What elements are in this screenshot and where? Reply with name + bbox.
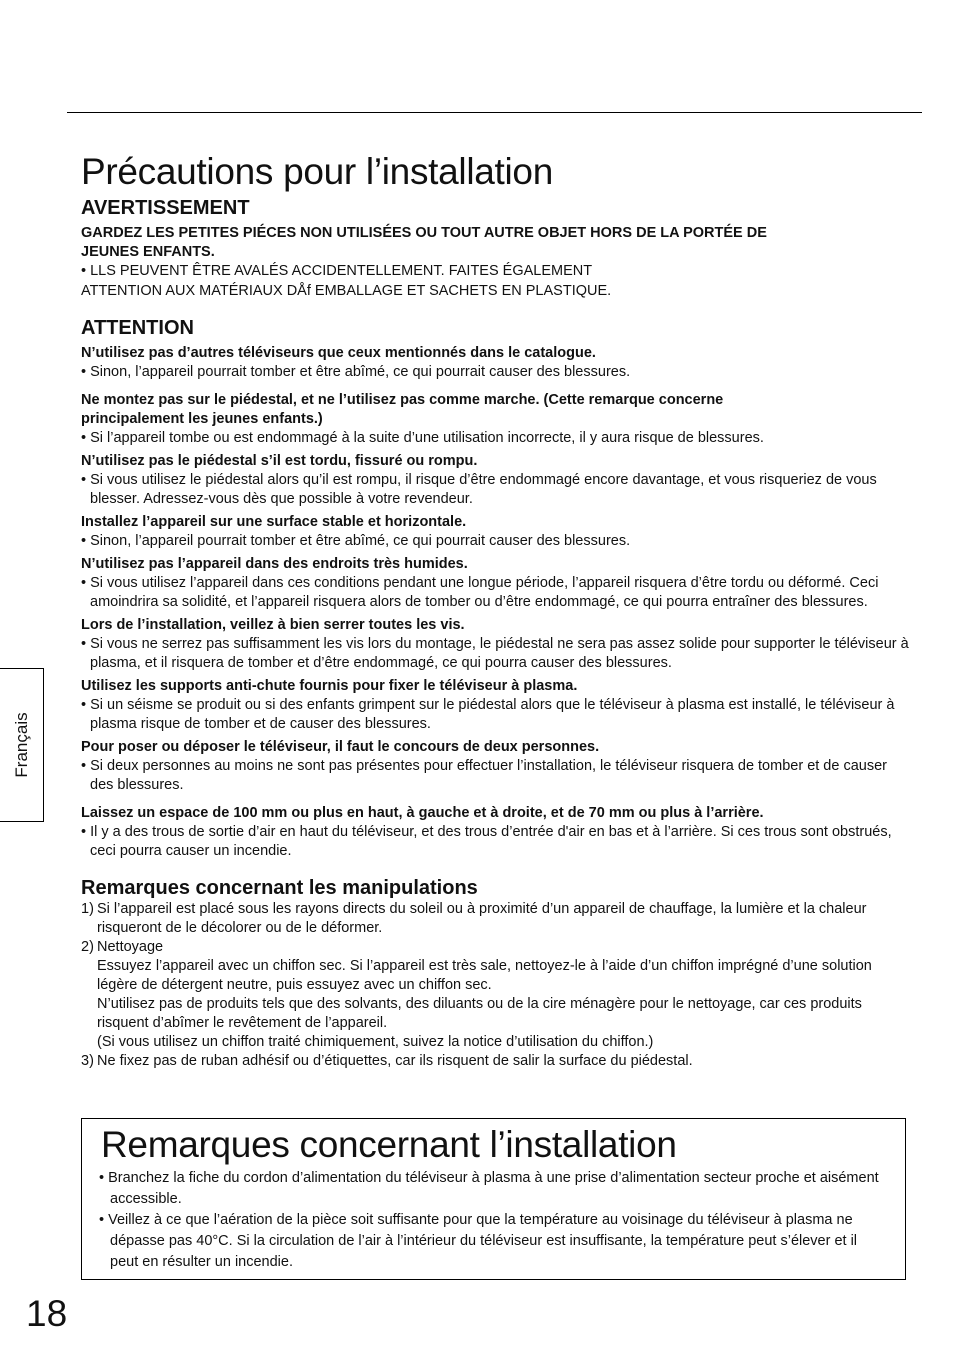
header-rule: [67, 112, 922, 113]
handling-item-text: Ne fixez pas de ruban adhésif ou d’étiquettes, car ils risquent de salir la surface du piédestal.: [97, 1053, 693, 1069]
caution-item: [81, 452, 911, 509]
installation-note: • Veillez à ce que l’aération de la pièce soit suffisante pour que la température au voisinage du téléviseur à plasma ne dépasse pas 40°C. Si la circulation de l’air à l’intérieur du téléviseur est insuffisante, la température peut s’élever et il peut en résulter un incendie.: [99, 1212, 858, 1270]
caution-item: [81, 344, 911, 382]
caution-item: [81, 616, 911, 673]
caution-item-title: N’utilisez pas l’appareil dans des endroits très humides.: [81, 556, 468, 572]
caution-item-title: Laissez un espace de 100 mm ou plus en haut, à gauche et à droite, et de 70 mm ou plus à l’arrière.: [81, 805, 764, 821]
handling-item-number: 3): [81, 1053, 94, 1069]
caution-item-text: • Il y a des trous de sortie d’air en haut du téléviseur, et des trous d’entrée d'air en bas et à l’arrière. Si ces trous sont obstrués, ceci pourra causer un incendie.: [81, 824, 892, 859]
caution-item-title: Pour poser ou déposer le téléviseur, il faut le concours de deux personnes.: [81, 739, 600, 755]
warning-bold-line-1: GARDEZ LES PETITES PIÉCES NON UTILISÉES OU TOUT AUTRE OBJET HORS DE LA PORTÉE DE: [81, 225, 767, 241]
handling-item-number: 1): [81, 901, 94, 917]
caution-item: [81, 513, 911, 551]
language-tab-label: Français: [11, 712, 31, 778]
caution-item-text: • Sinon, l’appareil pourrait tomber et être abîmé, ce qui pourrait causer des blessures.: [81, 533, 631, 549]
handling-heading: Remarques concernant les manipulations: [81, 877, 478, 899]
handling-item-number: 2): [81, 939, 94, 955]
caution-item-text: • Si vous utilisez le piédestal alors qu’il est rompu, il risque d’être endommagé encore davantage, et vous risqueriez de vous blesser. Adressez-vous dès que possible à votre revendeur.: [81, 472, 877, 507]
caution-item-title: Installez l’appareil sur une surface stable et horizontale.: [81, 514, 467, 530]
handling-item: [81, 1052, 911, 1071]
caution-item-text: • Si un séisme se produit ou si des enfants grimpent sur le piédestal alors que le téléviseur à plasma est installé, le téléviseur à plasma risque de tomber et de causer des blessures.: [81, 697, 895, 732]
caution-block: [81, 316, 911, 861]
precautions-section: [81, 150, 911, 1071]
caution-item-text: • Si l’appareil tombe ou est endommagé à la suite d’une utilisation incorrecte, il y aura risque de blessures.: [81, 430, 764, 446]
handling-item-text: Si l’appareil est placé sous les rayons directs du soleil ou à proximité d’un appareil de chauffage, la lumière et la chaleur risqueront de le décolorer ou de le déformer.: [97, 901, 867, 936]
installation-notes-box: [81, 1118, 906, 1280]
caution-item-title: Utilisez les supports anti-chute fournis pour fixer le téléviseur à plasma.: [81, 678, 578, 694]
handling-item-text: Essuyez l’appareil avec un chiffon sec. Si l’appareil est très sale, nettoyez-le à l’aide d’un chiffon imprégné d’une solution légère de détergent neutre, puis essuyez avec un chiffon sec.: [97, 958, 872, 993]
handling-item: [81, 938, 911, 1052]
warning-text-line-1: • LLS PEUVENT ÊTRE AVALÉS ACCIDENTELLEMENT. FAITES ÉGALEMENT: [81, 263, 593, 279]
handling-item-text: N’utilisez pas de produits tels que des solvants, des diluants ou de la cire ménagère pour le nettoyage, car ces produits risquent d’abîmer le revêtement de l’appareil.: [97, 996, 862, 1031]
caution-heading: ATTENTION: [81, 317, 194, 339]
language-tab: [0, 668, 44, 822]
caution-item-title: N’utilisez pas d’autres téléviseurs que ceux mentionnés dans le catalogue.: [81, 345, 596, 361]
installation-note: • Branchez la fiche du cordon d’alimentation du téléviseur à plasma à une prise d’alimentation secteur proche et aisément accessible.: [99, 1170, 879, 1207]
caution-item: [81, 738, 911, 795]
installation-notes-list: [99, 1168, 884, 1273]
caution-item-title: N’utilisez pas le piédestal s’il est tordu, fissuré ou rompu.: [81, 453, 478, 469]
caution-item-text: • Si vous utilisez l’appareil dans ces conditions pendant une longue période, l’appareil risquera d’être tordu ou déformé. Ceci amoindrira sa solidité, et l’appareil risquera alors de tomber ou d’être endommagé, ce qui pourra entraîner des blessures.: [81, 575, 879, 610]
installation-notes-title: Remarques concernant l’installation: [101, 1124, 677, 1165]
caution-item: [81, 677, 911, 734]
caution-item: [81, 555, 911, 612]
caution-item-text: • Si vous ne serrez pas suffisamment les vis lors du montage, le piédestal ne sera pas assez solide pour supporter le téléviseur à plasma, et il risquera de tomber et d’être endommagé, ce qui pourra causer des blessures.: [81, 636, 909, 671]
warning-block: [81, 196, 911, 301]
caution-item-text: • Si deux personnes au moins ne sont pas présentes pour effectuer l’installation, le téléviseur risquera de tomber et de causer des blessures.: [81, 758, 887, 793]
handling-item-text: (Si vous utilisez un chiffon traité chimiquement, suivez la notice d’utilisation du chiffon.): [97, 1034, 654, 1050]
caution-item-title: Lors de l’installation, veillez à bien serrer toutes les vis.: [81, 617, 465, 633]
page-number: 18: [26, 1293, 68, 1334]
caution-item-text: • Sinon, l’appareil pourrait tomber et être abîmé, ce qui pourrait causer des blessures.: [81, 364, 631, 380]
warning-text-line-2: ATTENTION AUX MATÉRIAUX DÅf EMBALLAGE ET SACHETS EN PLASTIQUE.: [81, 282, 612, 299]
handling-item: [81, 900, 911, 938]
caution-item: [81, 804, 911, 861]
warning-bold-line-2: JEUNES ENFANTS.: [81, 244, 215, 260]
caution-item-title: Ne montez pas sur le piédestal, et ne l’utilisez pas comme marche. (Cette remarque concerne principalement les jeunes enfants.): [81, 392, 724, 427]
warning-heading: AVERTISSEMENT: [81, 197, 250, 219]
handling-block: [81, 876, 911, 1071]
handling-item-text: Nettoyage: [97, 939, 164, 955]
page-title: Précautions pour l’installation: [81, 151, 553, 192]
caution-item: [81, 391, 911, 448]
